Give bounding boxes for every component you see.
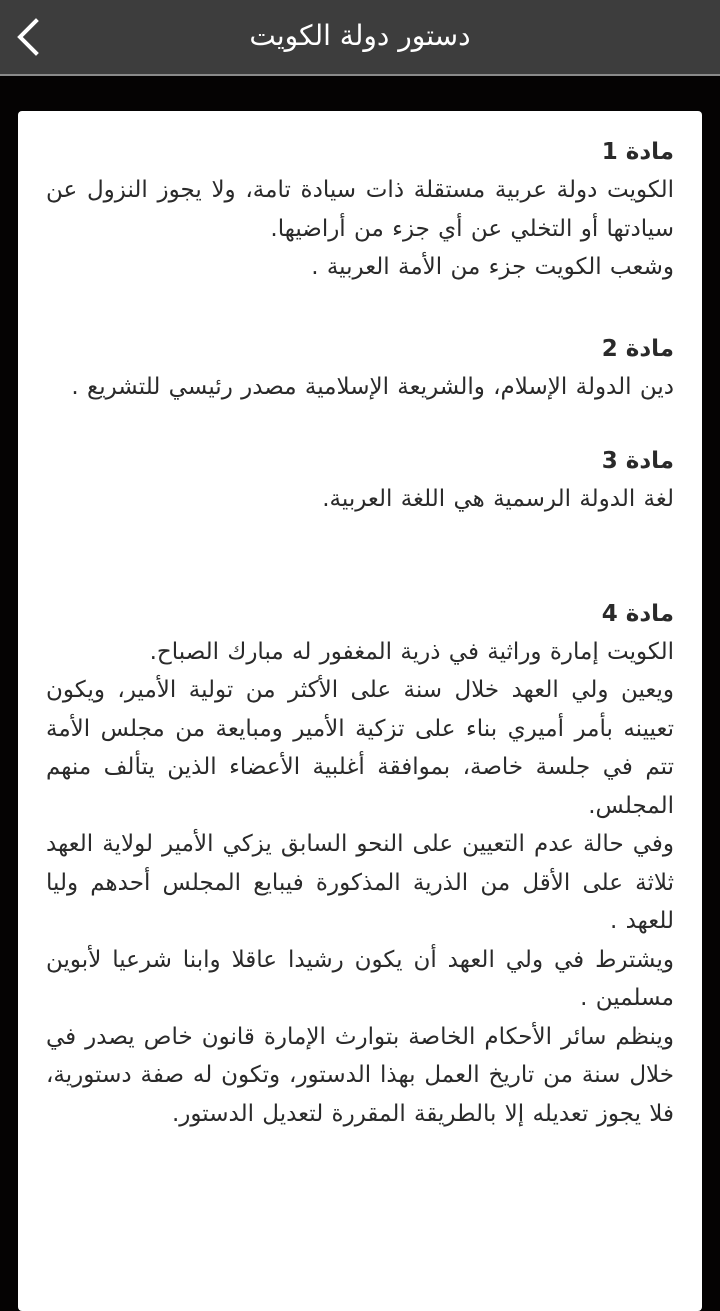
article-3 xyxy=(46,442,674,519)
article-paragraph: ويشترط في ولي العهد أن يكون رشيدا عاقلا وابنا شرعيا لأبوين مسلمين . xyxy=(46,946,674,1011)
spacer xyxy=(46,406,674,442)
article-2 xyxy=(46,330,674,407)
article-paragraph: ويعين ولي العهد خلال سنة على الأكثر من تولية الأمير، ويكون تعيينه بأمر أميري بناء على تزكية الأمير ومبايعة من مجلس الأمة تتم في جلسة خاصة، بموافقة أغلبية الأعضاء الذين يتألف منهم المجلس. xyxy=(46,677,674,819)
article-paragraph: وينظم سائر الأحكام الخاصة بتوارث الإمارة قانون خاص يصدر في خلال سنة من تاريخ العمل بهذا الدستور، وتكون له صفة دستورية، فلا يجوز تعديله إلا بالطريقة المقررة لتعديل الدستور. xyxy=(46,1023,674,1127)
article-title: مادة 3 xyxy=(601,448,674,474)
article-paragraph: وفي حالة عدم التعيين على النحو السابق يزكي الأمير لولاية العهد ثلاثة على الأقل من الذرية المذكورة فيبايع المجلس أحدهم وليا للعهد . xyxy=(46,831,674,934)
article-title: مادة 1 xyxy=(601,139,674,165)
article-paragraph: الكويت إمارة وراثية في ذرية المغفور له مبارك الصباح. xyxy=(149,638,674,665)
spacer xyxy=(46,287,674,330)
article-title: مادة 2 xyxy=(601,335,674,362)
app-bar xyxy=(0,0,720,76)
article-paragraph: لغة الدولة الرسمية هي اللغة العربية. xyxy=(322,486,674,512)
article-title: مادة 4 xyxy=(601,600,674,627)
article-paragraph: وشعب الكويت جزء من الأمة العربية . xyxy=(311,254,674,280)
article-paragraph: دين الدولة الإسلام، والشريعة الإسلامية مصدر رئيسي للتشريع . xyxy=(71,373,674,400)
spacer xyxy=(46,519,674,595)
page-title: دستور دولة الكويت xyxy=(249,19,471,52)
article-paragraph: الكويت دولة عربية مستقلة ذات سيادة تامة، ولا يجوز النزول عن سيادتها أو التخلي عن أي جزء من أراضيها. xyxy=(46,177,674,242)
content-card[interactable] xyxy=(18,111,702,1311)
article-1 xyxy=(46,133,674,287)
article-4 xyxy=(46,595,674,1134)
